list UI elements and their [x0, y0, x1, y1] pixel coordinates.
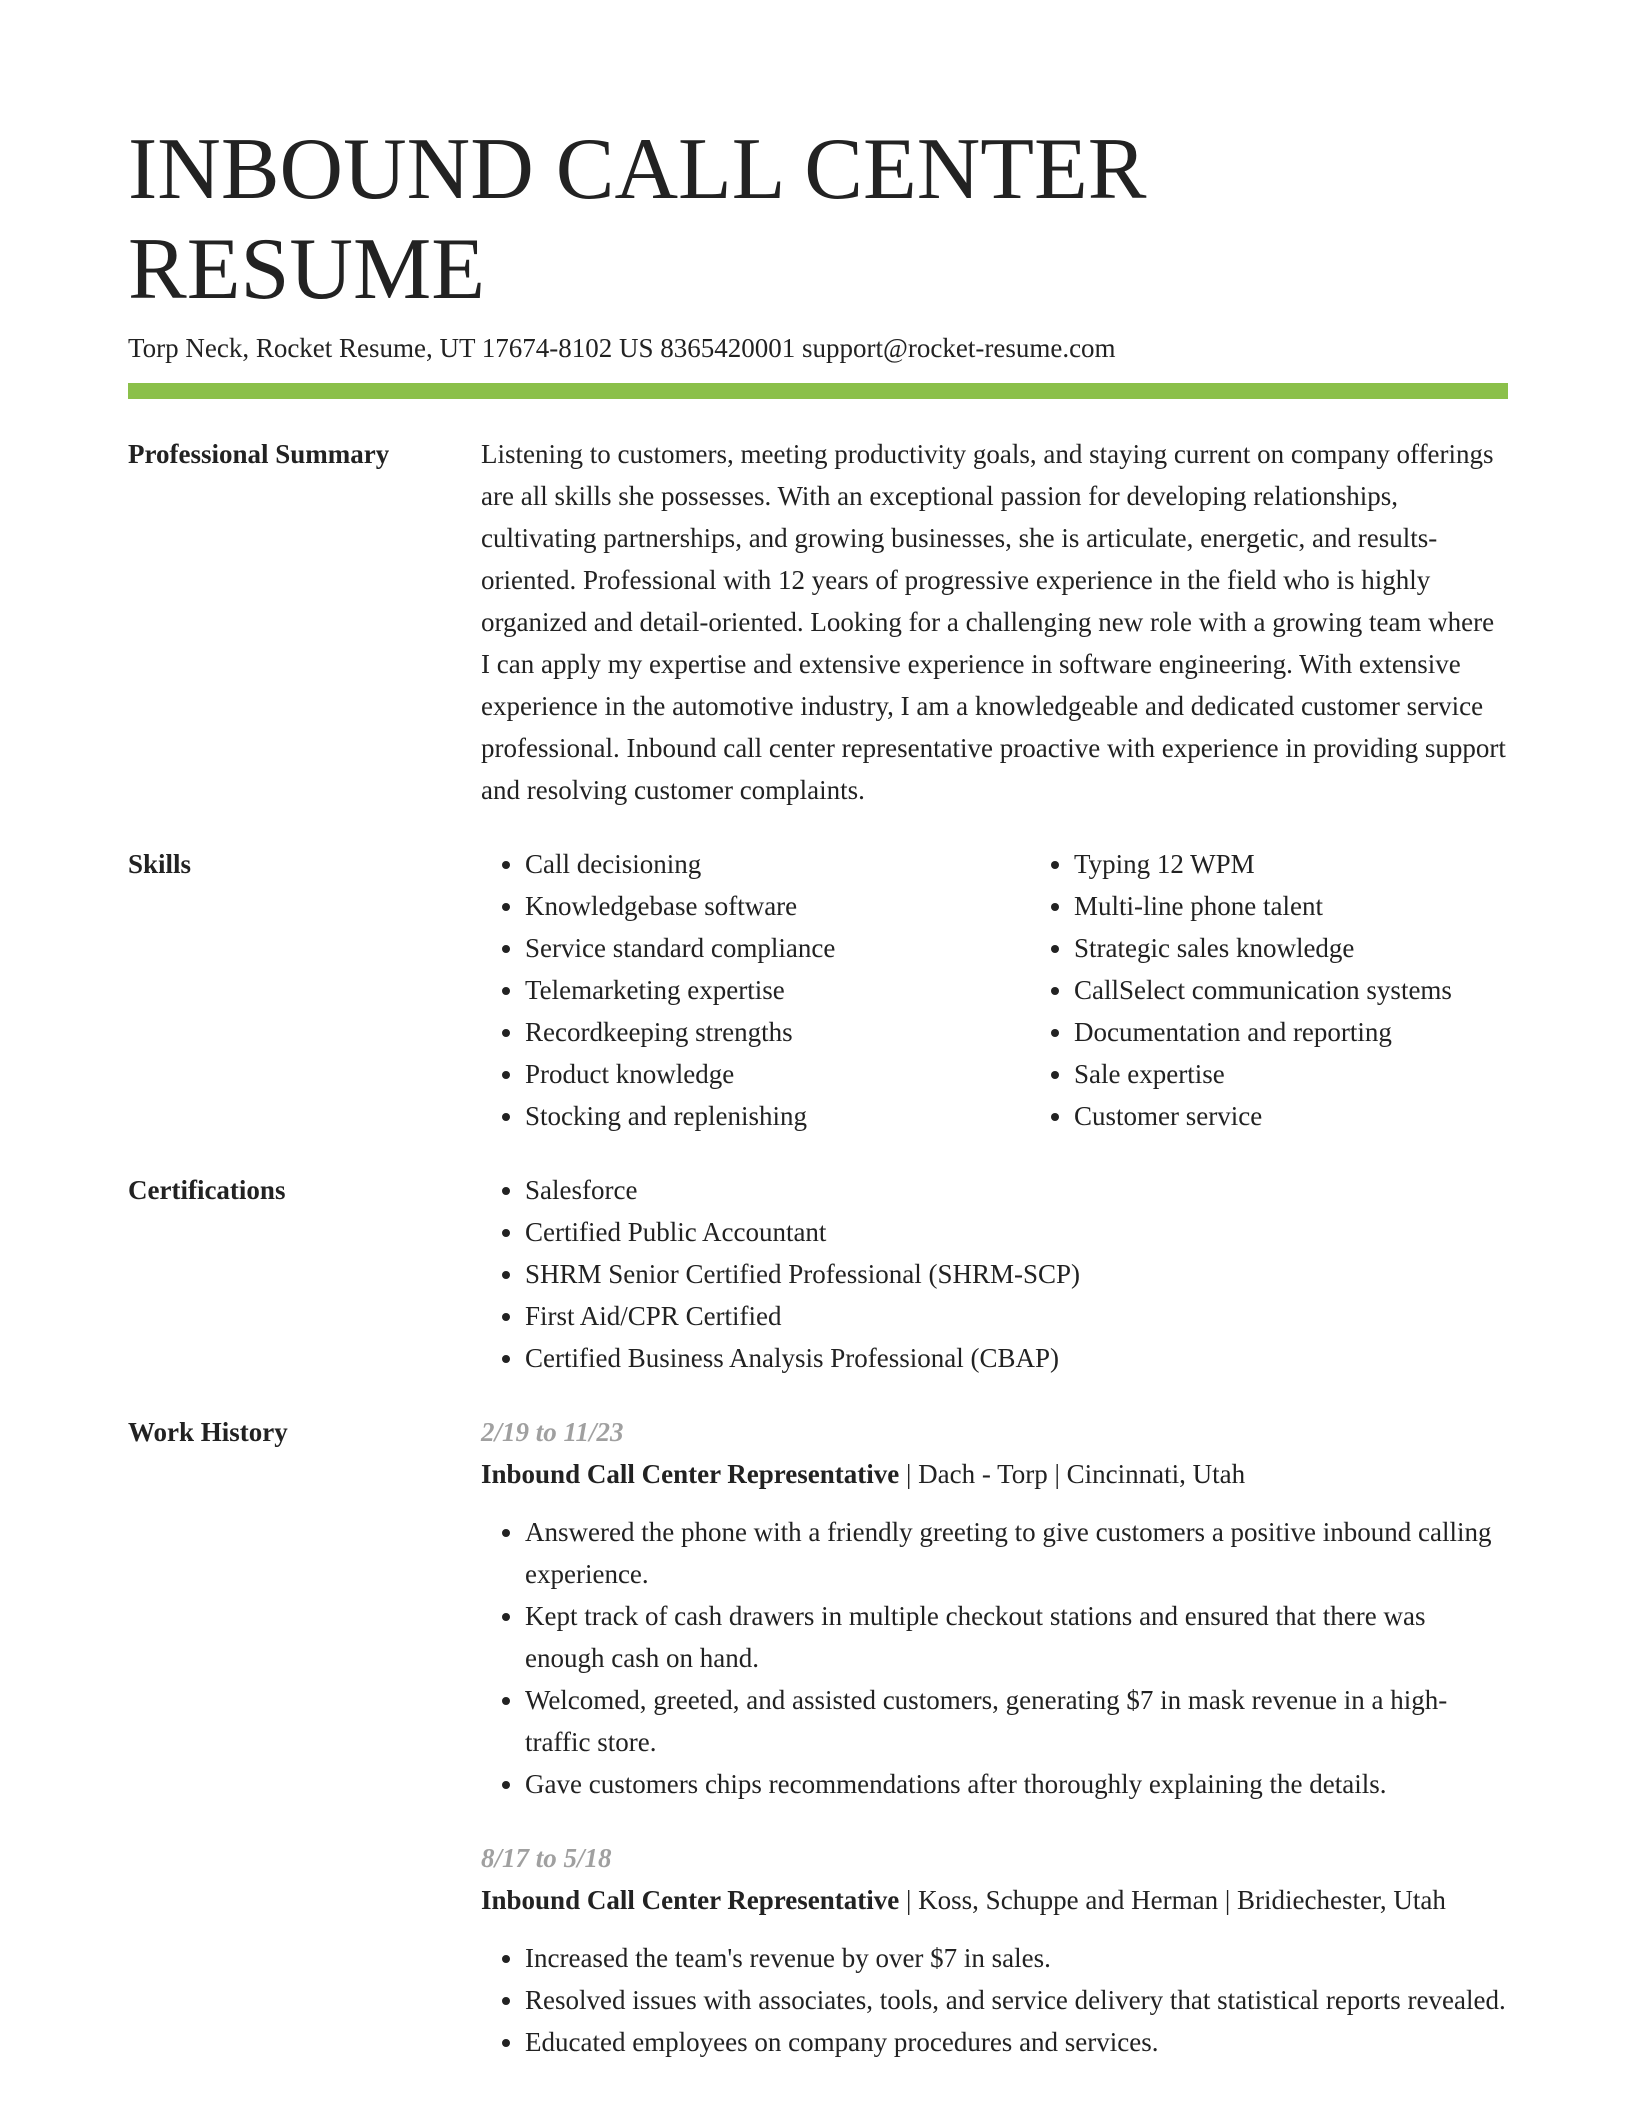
- list-item: • Certified Business Analysis Professional (CBAP): [525, 1337, 1508, 1379]
- list-item: • Documentation and reporting: [1074, 1011, 1579, 1053]
- list-item: • Gave customers chips recommendations after thoroughly explaining the details.: [525, 1763, 1508, 1805]
- list-item: • Customer service: [1074, 1095, 1579, 1137]
- work-history-label: Work History: [128, 1417, 288, 1447]
- list-item: • Welcomed, greeted, and assisted customers, generating $7 in mask revenue in a high-traffic store.: [525, 1679, 1508, 1763]
- list-item: • Educated employees on company procedures and services.: [525, 2021, 1508, 2063]
- certifications-list: [481, 1169, 1508, 1379]
- skills-body: [481, 843, 1508, 1137]
- certifications-label: Certifications: [128, 1175, 286, 1205]
- job-heading: [481, 1879, 1508, 1921]
- list-item: • Sale expertise: [1074, 1053, 1579, 1095]
- job-entry: [481, 1837, 1508, 2063]
- job-heading: [481, 1453, 1508, 1495]
- contact-line: Torp Neck, Rocket Resume, UT 17674-8102 US 8365420001 support@rocket-resume.com: [128, 333, 1116, 363]
- list-item: • Increased the team's revenue by over $7 in sales.: [525, 1937, 1508, 1979]
- list-item: • Service standard compliance: [525, 927, 1030, 969]
- certifications-section: [128, 1169, 1508, 1379]
- list-item: • Recordkeeping strengths: [525, 1011, 1030, 1053]
- job-title: Inbound Call Center Representative: [481, 1459, 900, 1489]
- summary-label: Professional Summary: [128, 439, 390, 469]
- list-item: • Certified Public Accountant: [525, 1211, 1508, 1253]
- summary-text: Listening to customers, meeting productivity goals, and staying current on company offerings are all skills she possesses. With an exceptional passion for developing relationships, cultivating partnerships, and growing businesses, she is articulate, energetic, and results-oriented. Professional with 12 years of progressive experience in the field who is highly organized and detail-oriented. Looking for a challenging new role with a growing team where I can apply my expertise and extensive experience in software engineering. With extensive experience in the automotive industry, I am a knowledgeable and dedicated customer service professional. Inbound call center representative proactive with experience in providing support and resolving customer complaints.: [481, 439, 1506, 805]
- list-item: • Multi-line phone talent: [1074, 885, 1579, 927]
- skills-label: Skills: [128, 849, 192, 879]
- job-bullets: [481, 1511, 1508, 1805]
- summary-body: [481, 433, 1508, 811]
- list-item: • Knowledgebase software: [525, 885, 1030, 927]
- accent-divider: [128, 383, 1508, 399]
- skills-section: [128, 843, 1508, 1137]
- list-item: • Salesforce: [525, 1169, 1508, 1211]
- work-history-section: [128, 1411, 1508, 2063]
- certifications-body: [481, 1169, 1508, 1379]
- job-dates: 2/19 to 11/23: [481, 1417, 624, 1447]
- list-item: • Call decisioning: [525, 843, 1030, 885]
- work-history-body: [481, 1411, 1508, 2063]
- resume-title: INBOUND CALL CENTER RESUME: [128, 121, 1147, 318]
- list-item: • Telemarketing expertise: [525, 969, 1030, 1011]
- job-details: | Koss, Schuppe and Herman | Bridiechester, Utah: [899, 1885, 1446, 1915]
- list-item: • Strategic sales knowledge: [1074, 927, 1579, 969]
- job-title: Inbound Call Center Representative: [481, 1885, 900, 1915]
- list-item: • Product knowledge: [525, 1053, 1030, 1095]
- skills-list-right: [1030, 843, 1579, 1137]
- list-item: • Kept track of cash drawers in multiple checkout stations and ensured that there was enough cash on hand.: [525, 1595, 1508, 1679]
- list-item: • Stocking and replenishing: [525, 1095, 1030, 1137]
- job-dates: 8/17 to 5/18: [481, 1843, 612, 1873]
- job-details: | Dach - Torp | Cincinnati, Utah: [899, 1459, 1246, 1489]
- list-item: • Answered the phone with a friendly greeting to give customers a positive inbound calling experience.: [525, 1511, 1508, 1595]
- list-item: • First Aid/CPR Certified: [525, 1295, 1508, 1337]
- summary-section: [128, 433, 1508, 811]
- list-item: • Resolved issues with associates, tools, and service delivery that statistical reports revealed.: [525, 1979, 1508, 2021]
- job-entry: [481, 1411, 1508, 1805]
- list-item: • Typing 12 WPM: [1074, 843, 1579, 885]
- resume-page: [128, 120, 1508, 2063]
- job-bullets: [481, 1937, 1508, 2063]
- list-item: • SHRM Senior Certified Professional (SHRM-SCP): [525, 1253, 1508, 1295]
- skills-list-left: [481, 843, 1030, 1137]
- list-item: • CallSelect communication systems: [1074, 969, 1579, 1011]
